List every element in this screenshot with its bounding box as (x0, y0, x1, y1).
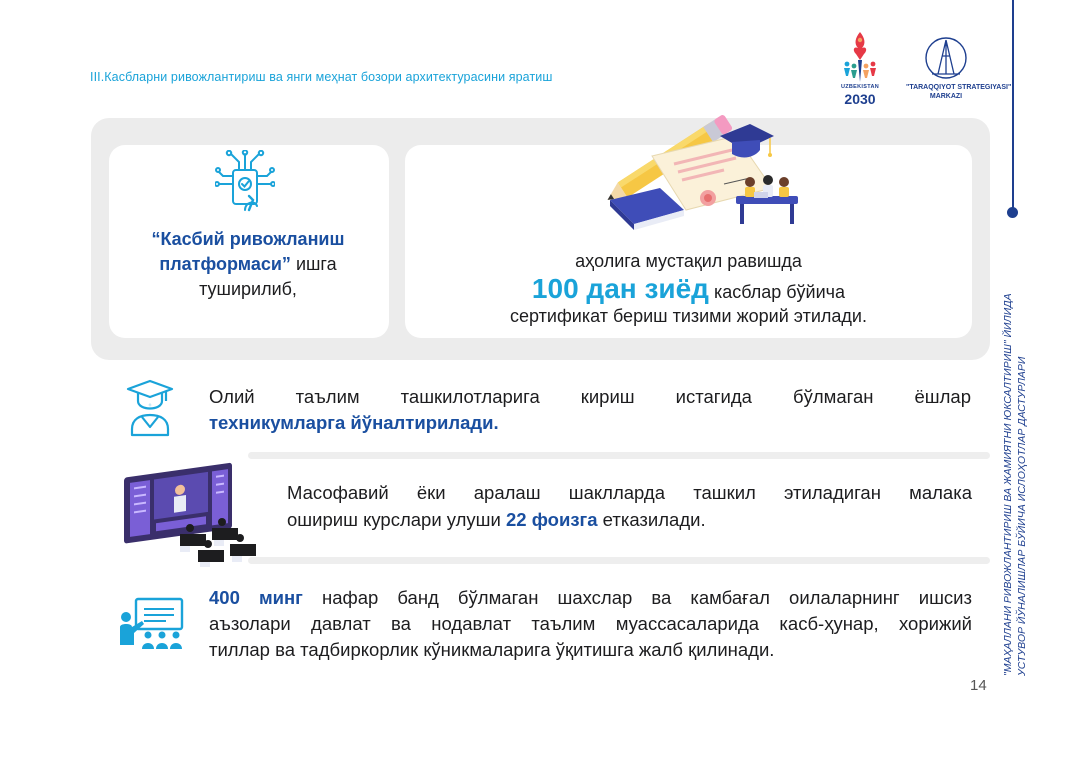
item3-line1-rest: нафар банд бўлмаган шахслар ва камбағал оилаларнинг ишсиз (302, 587, 972, 608)
graduate-icon (124, 377, 176, 437)
strategy-logo-line1: "TARAQQIYOT STRATEGIYASI" (906, 84, 1012, 91)
item1-line1: Олий таълим ташкилотларига кириш истагида бўлмаган ёшлар (209, 386, 971, 407)
strategy-logo-line2: MARKAZI (929, 93, 963, 100)
certificate-line2 (405, 273, 972, 305)
certificate-line1: аҳолига мустақил равишда (575, 251, 802, 271)
item3-line2: аъзолари давлат ва нодавлат таълим муассасаларида касб-ҳунар, хорижий (209, 613, 972, 634)
logo-year: 2030 (844, 91, 876, 107)
item2-text (287, 479, 972, 533)
section-divider (248, 452, 990, 459)
item2-line1: Масофавий ёки аралаш шаклларда ташкил этиладиган малака (287, 482, 972, 503)
online-classroom-illustration (122, 458, 272, 568)
uzbekistan-2030-logo (838, 30, 882, 108)
item2-line2-suffix: етказилади. (597, 509, 706, 530)
digital-platform-icon (215, 150, 275, 216)
section-divider (248, 557, 990, 564)
side-title-line1: "МАҲАЛЛАНИ РИВОЖЛАНТИРИШ ВА ЖАМИЯТНИ ЮКСАЛТИРИШ" ЙИЛИДА (1002, 293, 1014, 676)
item3-text (209, 585, 972, 663)
certificate-line3: сертификат бериш тизими жорий этилади. (510, 306, 867, 326)
certificate-statement (405, 250, 972, 327)
item2-highlight: 22 фоизга (506, 509, 598, 530)
certificate-illustration (604, 92, 804, 240)
item2-line2-prefix: ошириш курслари улуши (287, 509, 507, 530)
certificate-highlight: 100 дан зиёд (531, 273, 709, 304)
page-number: 14 (970, 677, 987, 694)
side-title (1001, 216, 1029, 676)
platform-name: “Касбий ривожланиш платформаси” (151, 229, 345, 274)
certificate-line2-rest: касблар бўйича (708, 282, 846, 302)
breadcrumb: III.Касбларни ривожлантириш ва янги меҳнат бозори архитектурасини яратиш (90, 70, 553, 84)
item3-highlight: 400 минг (209, 587, 303, 608)
platform-statement (128, 227, 368, 302)
side-divider-line (1012, 0, 1014, 212)
item1-highlight: техникумларга йўналтирилади. (209, 412, 499, 433)
side-title-line2: УСТУВОР ЙЎНАЛИШЛАР БЎЙИЧА ИСЛОҲОТЛАР ДАСТУРЛАРИ (1016, 356, 1028, 676)
presentation-teacher-icon (118, 597, 184, 649)
item3-line1 (209, 585, 972, 611)
platform-statement-rest: ишга туширилиб, (199, 254, 337, 299)
strategy-center-logo (906, 36, 1012, 106)
item3-line3: тиллар ва тадбиркорлик кўникмаларига ўқитишга жалб қилинади. (209, 639, 775, 660)
logo-word: UZBEKISTAN (840, 84, 880, 90)
